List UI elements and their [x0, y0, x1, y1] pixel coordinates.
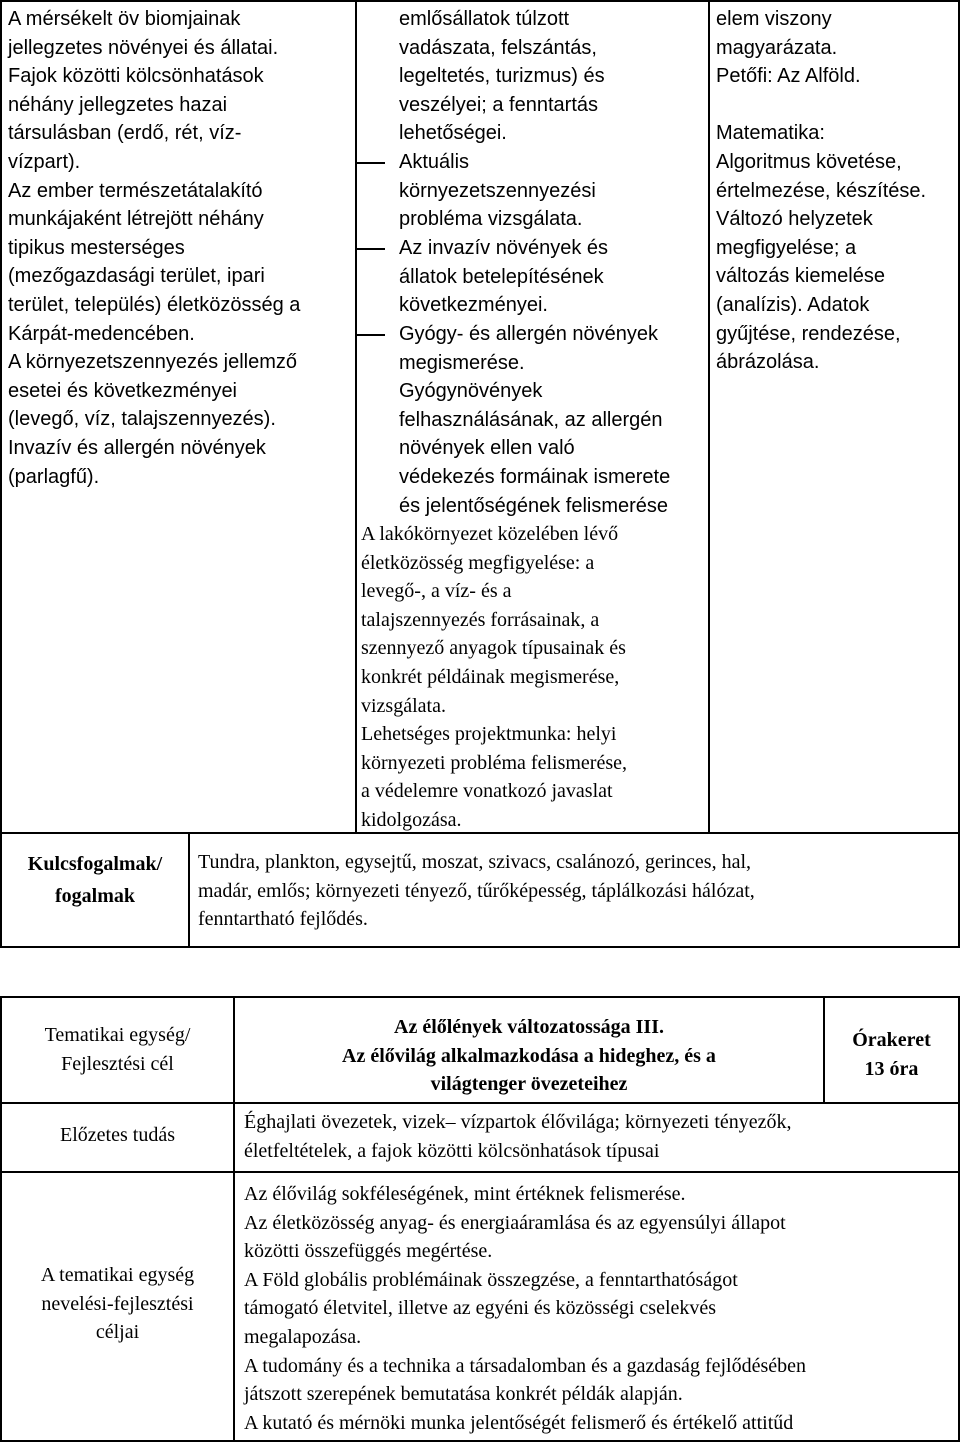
table1-kulcs-divider [188, 832, 190, 948]
text-line: vizsgálata. [361, 694, 446, 717]
text-line: társulásban (erdő, rét, víz- [8, 122, 242, 145]
tematikai-egyseg-label [2, 1021, 233, 1078]
text-line: néhány jellegzetes hazai [8, 93, 228, 116]
activities-rest [361, 520, 706, 835]
text-line: céljai [95, 1321, 140, 1344]
text-line: megismerése. [399, 351, 525, 374]
table1-bottom-border [0, 946, 960, 948]
text-line: A mérsékelt öv biomjainak [8, 8, 241, 30]
text-line: fogalmak [55, 885, 135, 907]
text-line: jellegzetes növényei és állatai. [8, 36, 279, 59]
text-line: Algoritmus követése, [716, 150, 902, 173]
table1-col-divider-2 [708, 0, 710, 834]
text-line: Gyógy- és allergén növények [399, 323, 659, 345]
table1-col-divider-1 [355, 0, 357, 834]
text-line: környezetszennyezési [399, 179, 596, 202]
text-line: Petőfi: Az Alföld. [716, 65, 861, 88]
text-line: (levegő, víz, talajszennyezés). [8, 408, 276, 431]
text-line: növények ellen való [399, 437, 575, 460]
text-line: Kárpát-medencében. [8, 322, 195, 345]
text-line: ábrázolása. [716, 351, 820, 374]
nevelesi-celok-text [244, 1180, 956, 1437]
text-line: A lakókörnyezet közelében lévő [361, 523, 619, 545]
text-line: esetei és következményei [8, 379, 238, 402]
kulcsfogalmak-text [198, 848, 954, 934]
text-line: konkrét példáinak megismerése, [361, 665, 620, 688]
text-line: legeltetés, turizmus) és [399, 65, 605, 88]
text-line: tipikus mesterséges [8, 236, 185, 259]
text-line: megfigyelése; a [716, 236, 857, 259]
text-line: Tematikai egység/ [44, 1024, 191, 1046]
text-line: Matematika: [716, 122, 825, 145]
dash-bullet-icon [356, 162, 385, 164]
text-line: lehetőségei. [399, 122, 507, 145]
text-line: Órakeret [852, 1029, 931, 1051]
text-line: Az invazív növények és [399, 237, 608, 259]
text-line: probléma vizsgálata. [399, 208, 583, 231]
text-line: Invazív és allergén növények [8, 436, 266, 459]
text-line: közötti összefüggés megértése. [244, 1240, 493, 1263]
text-line: A tudomány és a technika a társadalomban és a gazdaság fejlődésében [244, 1354, 807, 1377]
text-line: madár, emlős; környezeti tényező, tűrőképesség, táplálkozási hálózat, [198, 879, 755, 902]
text-line: következményei. [399, 294, 548, 317]
text-line: Éghajlati övezetek, vizek– vízpartok élővilága; környezeti tényezők, [244, 1111, 792, 1133]
orakeret [825, 1026, 958, 1083]
elozetes-tudas-label [2, 1121, 233, 1150]
table1-left-border [0, 0, 2, 948]
unit-title [235, 1013, 823, 1099]
text-line: A kutató és mérnöki munka jelentőségét felismerő és értékelő attitűd [244, 1411, 794, 1434]
text-line: munkájaként létrejött néhány [8, 208, 264, 231]
text-line: gyűjtése, rendezése, [716, 322, 901, 345]
text-line: A tematikai egység [40, 1264, 195, 1286]
table1-top-border [0, 0, 960, 2]
text-line: Változó helyzetek [716, 208, 873, 231]
text-line: változás kiemelése [716, 265, 885, 288]
text-line: kidolgozása. [361, 808, 462, 831]
text-line: és jelentőségének felismerése [399, 494, 669, 517]
text-line: a védelemre vonatkozó javaslat [361, 780, 613, 803]
text-line: 13 óra [864, 1057, 919, 1080]
content-column [8, 5, 353, 491]
text-line: levegő-, a víz- és a [361, 580, 512, 603]
text-line: életfeltételek, a fajok közötti kölcsönhatások típusai [244, 1139, 660, 1162]
elozetes-tudas-text [244, 1108, 954, 1165]
connections-column [716, 5, 956, 377]
text-line: elem viszony [716, 8, 832, 30]
text-line: (mezőgazdasági terület, ipari [8, 265, 265, 288]
text-line: felhasználásának, az allergén [399, 408, 663, 431]
table2-row-divider-1 [0, 1102, 960, 1104]
kulcsfogalmak-label [2, 848, 188, 912]
text-line: talajszennyezés forrásainak, a [361, 608, 600, 631]
dash-bullet-icon [356, 248, 385, 250]
bullet-item [399, 148, 704, 234]
text-line: emlősállatok túlzott [399, 8, 570, 30]
bullet-item [399, 234, 704, 320]
text-line [716, 91, 956, 120]
text-line: védekezés formáinak ismerete [399, 465, 671, 488]
text-line: A környezetszennyezés jellemző [8, 351, 298, 374]
table2-row-divider-2 [0, 1171, 960, 1173]
text-line: környezeti probléma felismerése, [361, 751, 627, 774]
text-line: Aktuális [399, 151, 470, 173]
text-line: Fajok közötti kölcsönhatások [8, 65, 264, 88]
text-line: Fejlesztési cél [61, 1052, 174, 1075]
text-line: Az élővilág sokféleségének, mint értéknek felismerése. [244, 1183, 686, 1205]
text-line: magyarázata. [716, 36, 838, 59]
text-line: terület, település) életközösség a [8, 293, 301, 316]
text-line: játszott szerepének bemutatása konkrét példák alapján. [244, 1383, 683, 1406]
text-line: értelmezése, készítése. [716, 179, 927, 202]
text-line: A Föld globális problémáinak összegzése, a fenntarthatóságot [244, 1268, 738, 1291]
text-line: életközösség megfigyelése: a [361, 551, 595, 574]
text-line: szennyező anyagok típusainak és [361, 637, 626, 660]
text-line: nevelési-fejlesztési [41, 1292, 194, 1315]
table2-top-border [0, 996, 960, 998]
text-line: állatok betelepítésének [399, 265, 604, 288]
text-line: vadászata, felszántás, [399, 36, 597, 59]
text-line: Az életközösség anyag- és energiaáramlása és az egyensúlyi állapot [244, 1211, 786, 1234]
text-line: Az élőlények változatossága III. [394, 1016, 664, 1038]
text-line: (analízis). Adatok [716, 293, 870, 316]
text-line: megalapozása. [244, 1325, 362, 1348]
nevelesi-celok-label [2, 1261, 233, 1347]
text-line: Kulcsfogalmak/ [27, 853, 163, 875]
text-line: (parlagfű). [8, 465, 100, 488]
text-line: világtenger övezeteihez [430, 1073, 628, 1096]
text-line: támogató életvitel, illetve az egyéni és közösségi cselekvés [244, 1297, 717, 1320]
dash-bullet-icon [356, 334, 385, 336]
text-line: Gyógynövények [399, 380, 543, 403]
text-line: fenntartható fejlődés. [198, 908, 368, 931]
text-line: Az élővilág alkalmazkodása a hideghez, és a [342, 1044, 716, 1067]
text-line: Előzetes tudás [60, 1124, 175, 1146]
text-line: Tundra, plankton, egysejtű, moszat, szivacs, csalánozó, gerinces, hal, [198, 851, 752, 873]
text-line: Lehetséges projektmunka: helyi [361, 723, 617, 746]
bullet-item [399, 320, 704, 520]
text-line: vízpart). [8, 150, 81, 173]
activities-intro [399, 5, 704, 148]
text-line: Az ember természetátalakító [8, 179, 263, 202]
text-line: veszélyei; a fenntartás [399, 93, 598, 116]
